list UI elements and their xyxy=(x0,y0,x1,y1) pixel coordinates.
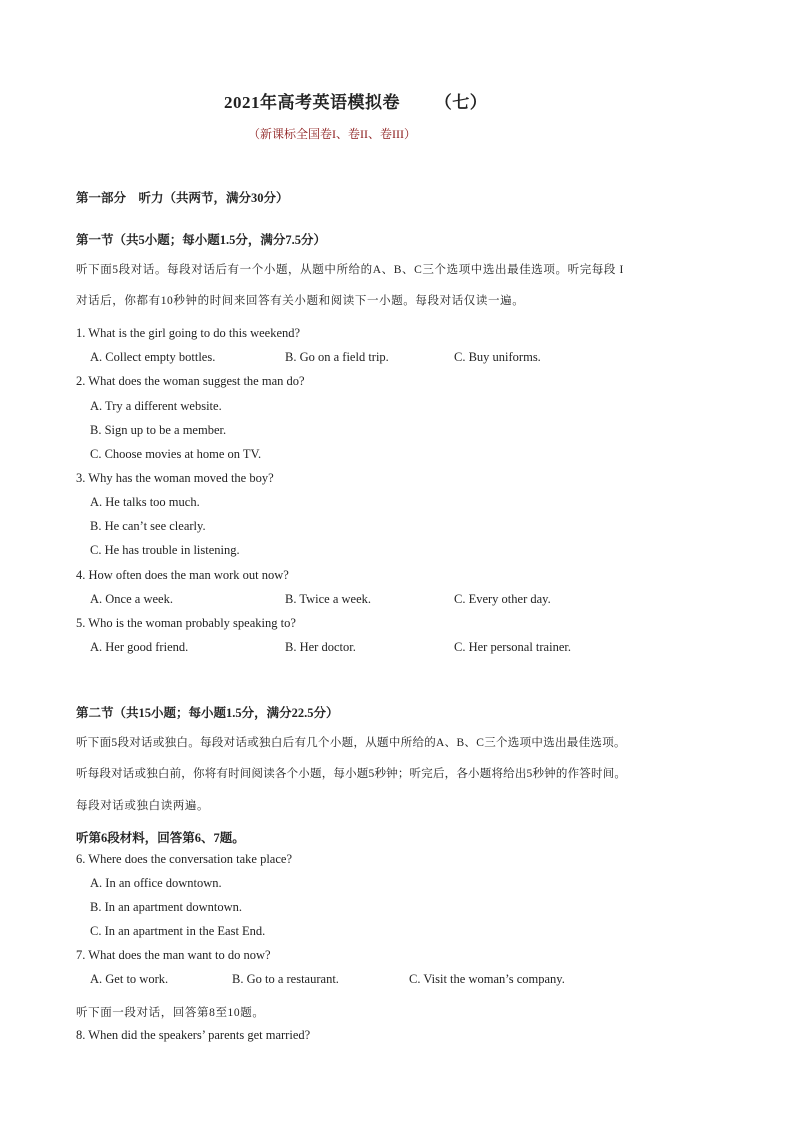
section2-title: 第二节（共15小题；每小题1.5分，满分22.5分） xyxy=(76,706,339,720)
q2-option-c: C. Choose movies at home on TV. xyxy=(90,447,262,461)
q4-option-a: A. Once a week. xyxy=(90,592,173,606)
title-suffix: （七） xyxy=(434,93,488,112)
section2-instruction-2: 听每段对话或独白前，你将有时间阅读各个小题，每小题5秒钟；听完后，各小题将给出5秒钟的作答时间。 xyxy=(76,768,627,780)
q6-option-a: A. In an office downtown. xyxy=(90,876,222,890)
section1-instruction-1: 听下面5段对话。每段对话后有一个小题，从题中所给的A、B、C三个选项中选出最佳选项。听完每段 I xyxy=(76,264,624,276)
section1-instruction-2: 对话后，你都有10秒钟的时间来回答有关小题和阅读下一小题。每段对话仅读一遍。 xyxy=(76,295,525,307)
q4-option-b: B. Twice a week. xyxy=(285,592,372,606)
question-2: 2. What does the woman suggest the man do? xyxy=(76,374,305,388)
q6-option-c: C. In an apartment in the East End. xyxy=(90,924,266,938)
q5-option-b: B. Her doctor. xyxy=(285,640,356,654)
question-7: 7. What does the man want to do now? xyxy=(76,948,271,962)
q2-option-b: B. Sign up to be a member. xyxy=(90,423,227,437)
question-4: 4. How often does the man work out now? xyxy=(76,568,289,582)
q3-option-c: C. He has trouble in listening. xyxy=(90,543,240,557)
q1-option-b: B. Go on a field trip. xyxy=(285,350,389,364)
q2-option-a: A. Try a different website. xyxy=(90,399,222,413)
section1-title: 第一节（共5小题；每小题1.5分，满分7.5分） xyxy=(76,233,327,247)
q4-option-c: C. Every other day. xyxy=(454,592,551,606)
q7-option-c: C. Visit the woman’s company. xyxy=(409,972,565,986)
section2-instruction-1: 听下面5段对话或独白。每段对话或独白后有几个小题，从题中所给的A、B、C三个选项中选出最佳选项。 xyxy=(76,737,626,749)
question-8: 8. When did the speakers’ parents get married? xyxy=(76,1028,311,1042)
material-6-heading: 听第6段材料，回答第6、7题。 xyxy=(76,831,245,845)
q3-option-a: A. He talks too much. xyxy=(90,495,200,509)
question-5: 5. Who is the woman probably speaking to? xyxy=(76,616,296,630)
question-6: 6. Where does the conversation take place? xyxy=(76,852,292,866)
title-text: 2021年高考英语模拟卷 xyxy=(224,93,400,112)
page-subtitle: （新课标全国卷I、卷II、卷III） xyxy=(248,127,416,141)
q1-option-a: A. Collect empty bottles. xyxy=(90,350,216,364)
question-1: 1. What is the girl going to do this weekend? xyxy=(76,326,301,340)
material-8-heading: 听下面一段对话，回答第8至10题。 xyxy=(76,1007,265,1019)
part1-title: 第一部分 听力（共两节，满分30分） xyxy=(76,191,289,205)
q1-option-c: C. Buy uniforms. xyxy=(454,350,541,364)
section2-instruction-3: 每段对话或独白读两遍。 xyxy=(76,800,210,812)
q3-option-b: B. He can’t see clearly. xyxy=(90,519,206,533)
page-title xyxy=(224,88,487,113)
q7-option-a: A. Get to work. xyxy=(90,972,169,986)
q5-option-a: A. Her good friend. xyxy=(90,640,189,654)
question-3: 3. Why has the woman moved the boy? xyxy=(76,471,274,485)
q6-option-b: B. In an apartment downtown. xyxy=(90,900,243,914)
q7-option-b: B. Go to a restaurant. xyxy=(232,972,339,986)
q5-option-c: C. Her personal trainer. xyxy=(454,640,571,654)
